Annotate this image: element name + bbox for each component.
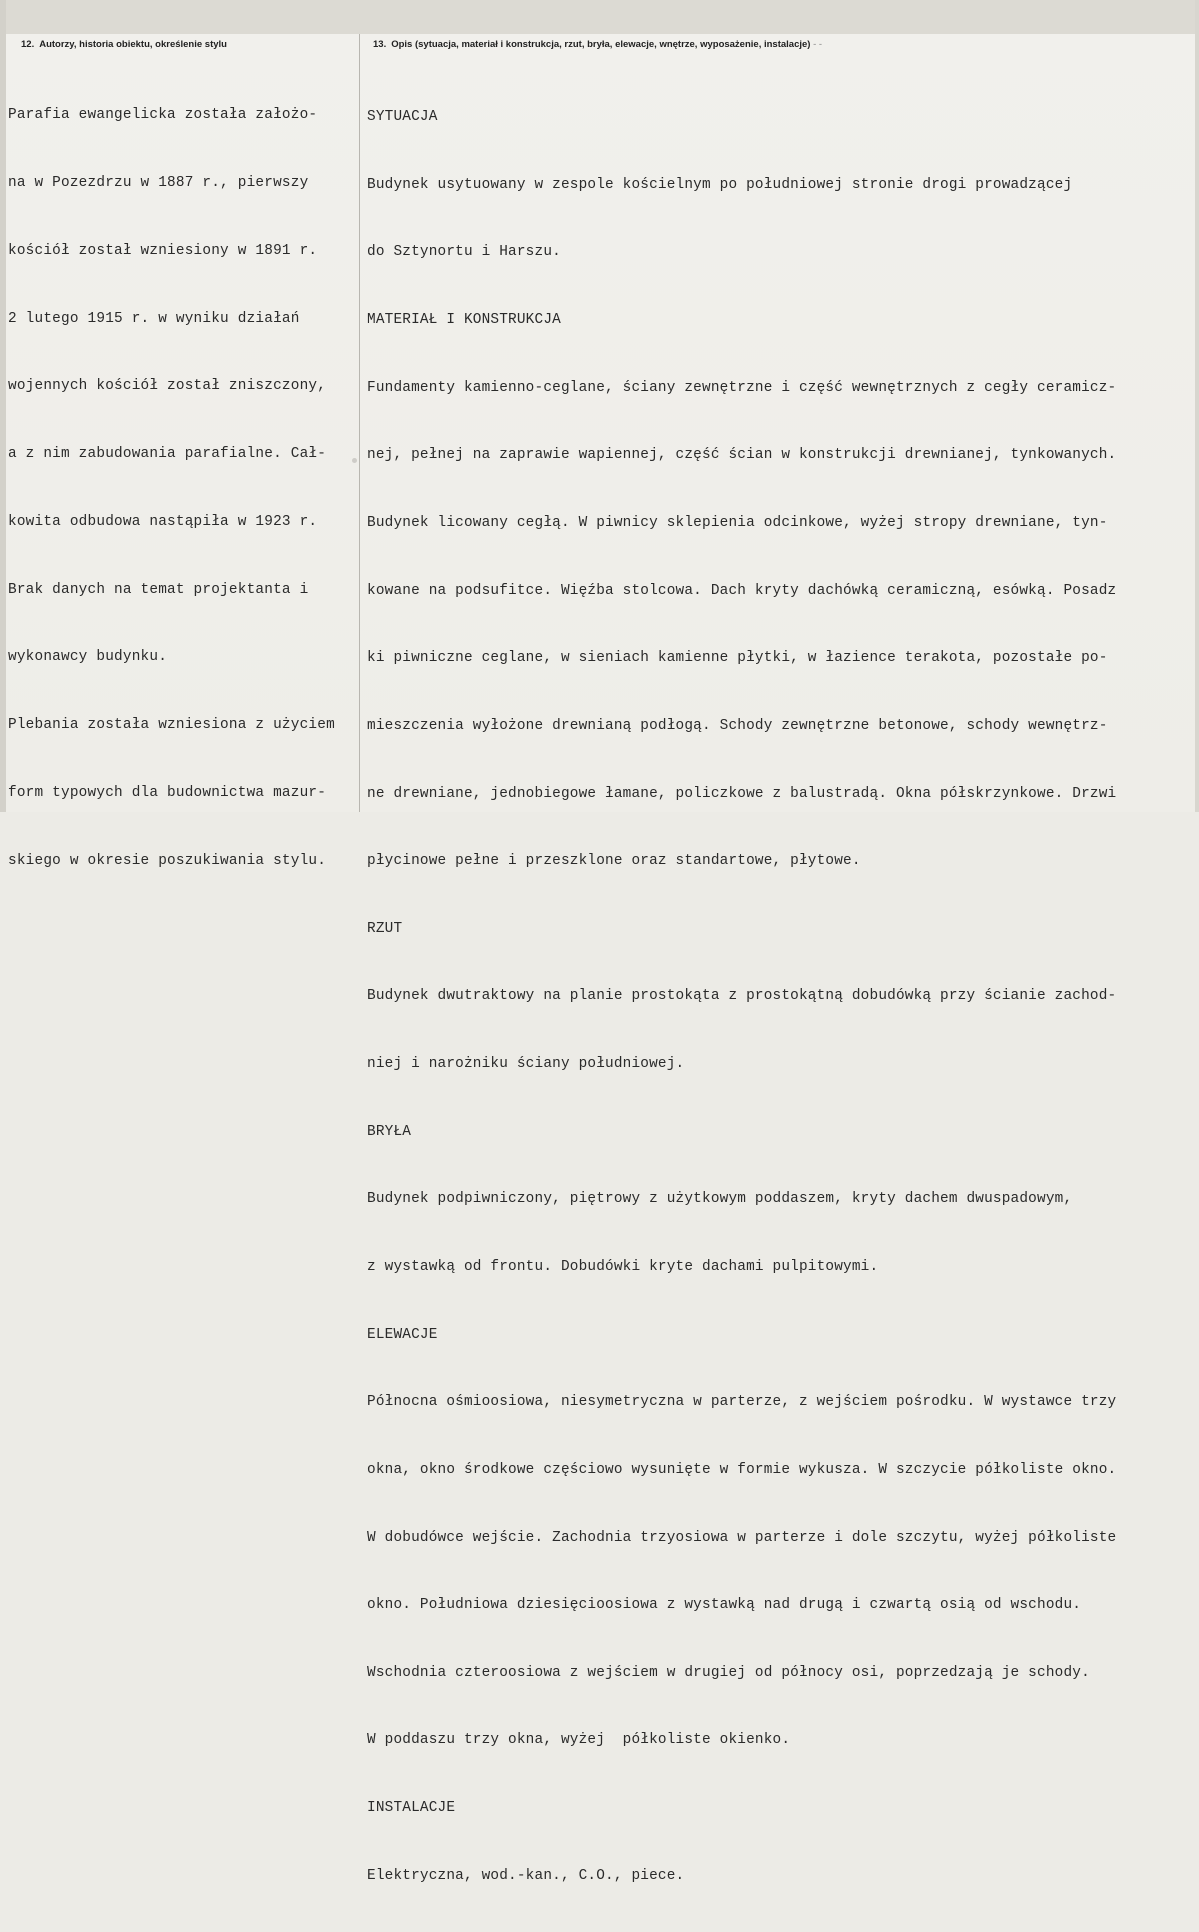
text-line: Budynek dwutraktowy na planie prostokąta z prostokątną dobudówką przy ścianie zachod- xyxy=(367,988,1117,1005)
text-line: Północna ośmioosiowa, niesymetryczna w parterze, z wejściem pośrodku. W wystawce trzy xyxy=(367,1394,1117,1411)
right-column-text xyxy=(367,61,1197,1932)
text-line: wojennych kościół został zniszczony, xyxy=(8,378,327,395)
text-line: okna, okno środkowe częściowo wysunięte w formie wykusza. W szczycie półkoliste okno. xyxy=(367,1461,1117,1478)
ink-smudge xyxy=(352,458,357,463)
text-line: ne drewniane, jednobiegowe łamane, policzkowe z balustradą. Okna półskrzynkowe. Drzwi xyxy=(367,785,1117,802)
section-heading: SYTUACJA xyxy=(367,109,438,126)
text-line: W poddaszu trzy okna, wyżej półkoliste okienko. xyxy=(367,1732,791,1749)
text-line: wykonawcy budynku. xyxy=(8,649,168,666)
left-column-text xyxy=(8,59,360,918)
left-header-label: Autorzy, historia obiektu, określenie stylu xyxy=(39,39,227,50)
text-line: na w Pozezdrzu w 1887 r., pierwszy xyxy=(8,174,309,191)
section-heading: ELEWACJE xyxy=(367,1326,438,1343)
text-line: form typowych dla budownictwa mazur- xyxy=(8,785,327,801)
right-column-header xyxy=(373,39,822,50)
text-line: mieszczenia wyłożone drewnianą podłogą. Schody zewnętrzne betonowe, schody wewnętrz- xyxy=(367,717,1108,734)
text-line: kościół został wzniesiony w 1891 r. xyxy=(8,242,318,259)
text-line: 2 lutego 1915 r. w wyniku działań xyxy=(8,310,300,327)
text-line: niej i narożniku ściany południowej. xyxy=(367,1056,685,1073)
text-line: Brak danych na temat projektanta i xyxy=(8,581,309,598)
text-line: z wystawką od frontu. Dobudówki kryte dachami pulpitowymi. xyxy=(367,1258,879,1275)
text-line: a z nim zabudowania parafialne. Cał- xyxy=(8,446,327,463)
text-line: do Sztynortu i Harszu. xyxy=(367,244,561,261)
text-line: okno. Południowa dziesięcioosiowa z wystawką nad drugą i czwartą osią od wschodu. xyxy=(367,1597,1082,1614)
text-line: Plebania została wzniesiona z użyciem xyxy=(8,717,335,734)
text-line: nej, pełnej na zaprawie wapiennej, część ścian w konstrukcji drewnianej, tynkowanych. xyxy=(367,447,1117,464)
right-header-trailing: - - xyxy=(813,39,823,50)
section-heading: BRYŁA xyxy=(367,1123,412,1140)
text-line: Budynek licowany cegłą. W piwnicy sklepienia odcinkowe, wyżej stropy drewniane, tyn- xyxy=(367,514,1108,531)
right-header-label: Opis (sytuacja, materiał i konstrukcja, rzut, bryła, elewacje, wnętrze, wyposażenie, instalacje) xyxy=(391,39,811,50)
text-line: Budynek podpiwniczony, piętrowy z użytkowym poddaszem, kryty dachem dwuspadowym, xyxy=(367,1191,1073,1208)
text-line: W dobudówce wejście. Zachodnia trzyosiowa w parterze i dole szczytu, wyżej półkoliste xyxy=(367,1529,1117,1546)
text-line: ki piwniczne ceglane, w sieniach kamienne płytki, w łazience terakota, pozostałe po- xyxy=(367,650,1108,667)
text-line: Wschodnia czteroosiowa z wejściem w drugiej od północy osi, poprzedzają je schody. xyxy=(367,1664,1090,1681)
section-heading: INSTALACJE xyxy=(367,1800,456,1817)
text-line: płycinowe pełne i przeszklone oraz standartowe, płytowe. xyxy=(367,853,861,870)
right-header-number: 13. xyxy=(373,39,387,50)
left-border xyxy=(0,0,6,812)
text-line: kowane na podsufitce. Więźba stolcowa. Dach kryty dachówką ceramiczną, esówką. Posadz xyxy=(367,582,1117,599)
text-line: kowita odbudowa nastąpiła w 1923 r. xyxy=(8,513,318,530)
text-line: Fundamenty kamienno-ceglane, ściany zewnętrzne i część wewnętrznych z cegły ceramicz- xyxy=(367,379,1117,396)
left-header-number: 12. xyxy=(21,39,35,50)
section-heading: RZUT xyxy=(367,920,403,937)
text-line: skiego w okresie poszukiwania stylu. xyxy=(8,852,327,869)
text-line: Budynek usytuowany w zespole kościelnym po południowej stronie drogi prowadzącej xyxy=(367,176,1073,193)
left-column-header xyxy=(21,39,227,50)
section-heading: MATERIAŁ I KONSTRUKCJA xyxy=(367,312,561,329)
top-border xyxy=(0,0,1199,34)
text-line: Elektryczna, wod.-kan., C.O., piece. xyxy=(367,1867,685,1884)
text-line: Parafia ewangelicka została założo- xyxy=(8,107,318,124)
